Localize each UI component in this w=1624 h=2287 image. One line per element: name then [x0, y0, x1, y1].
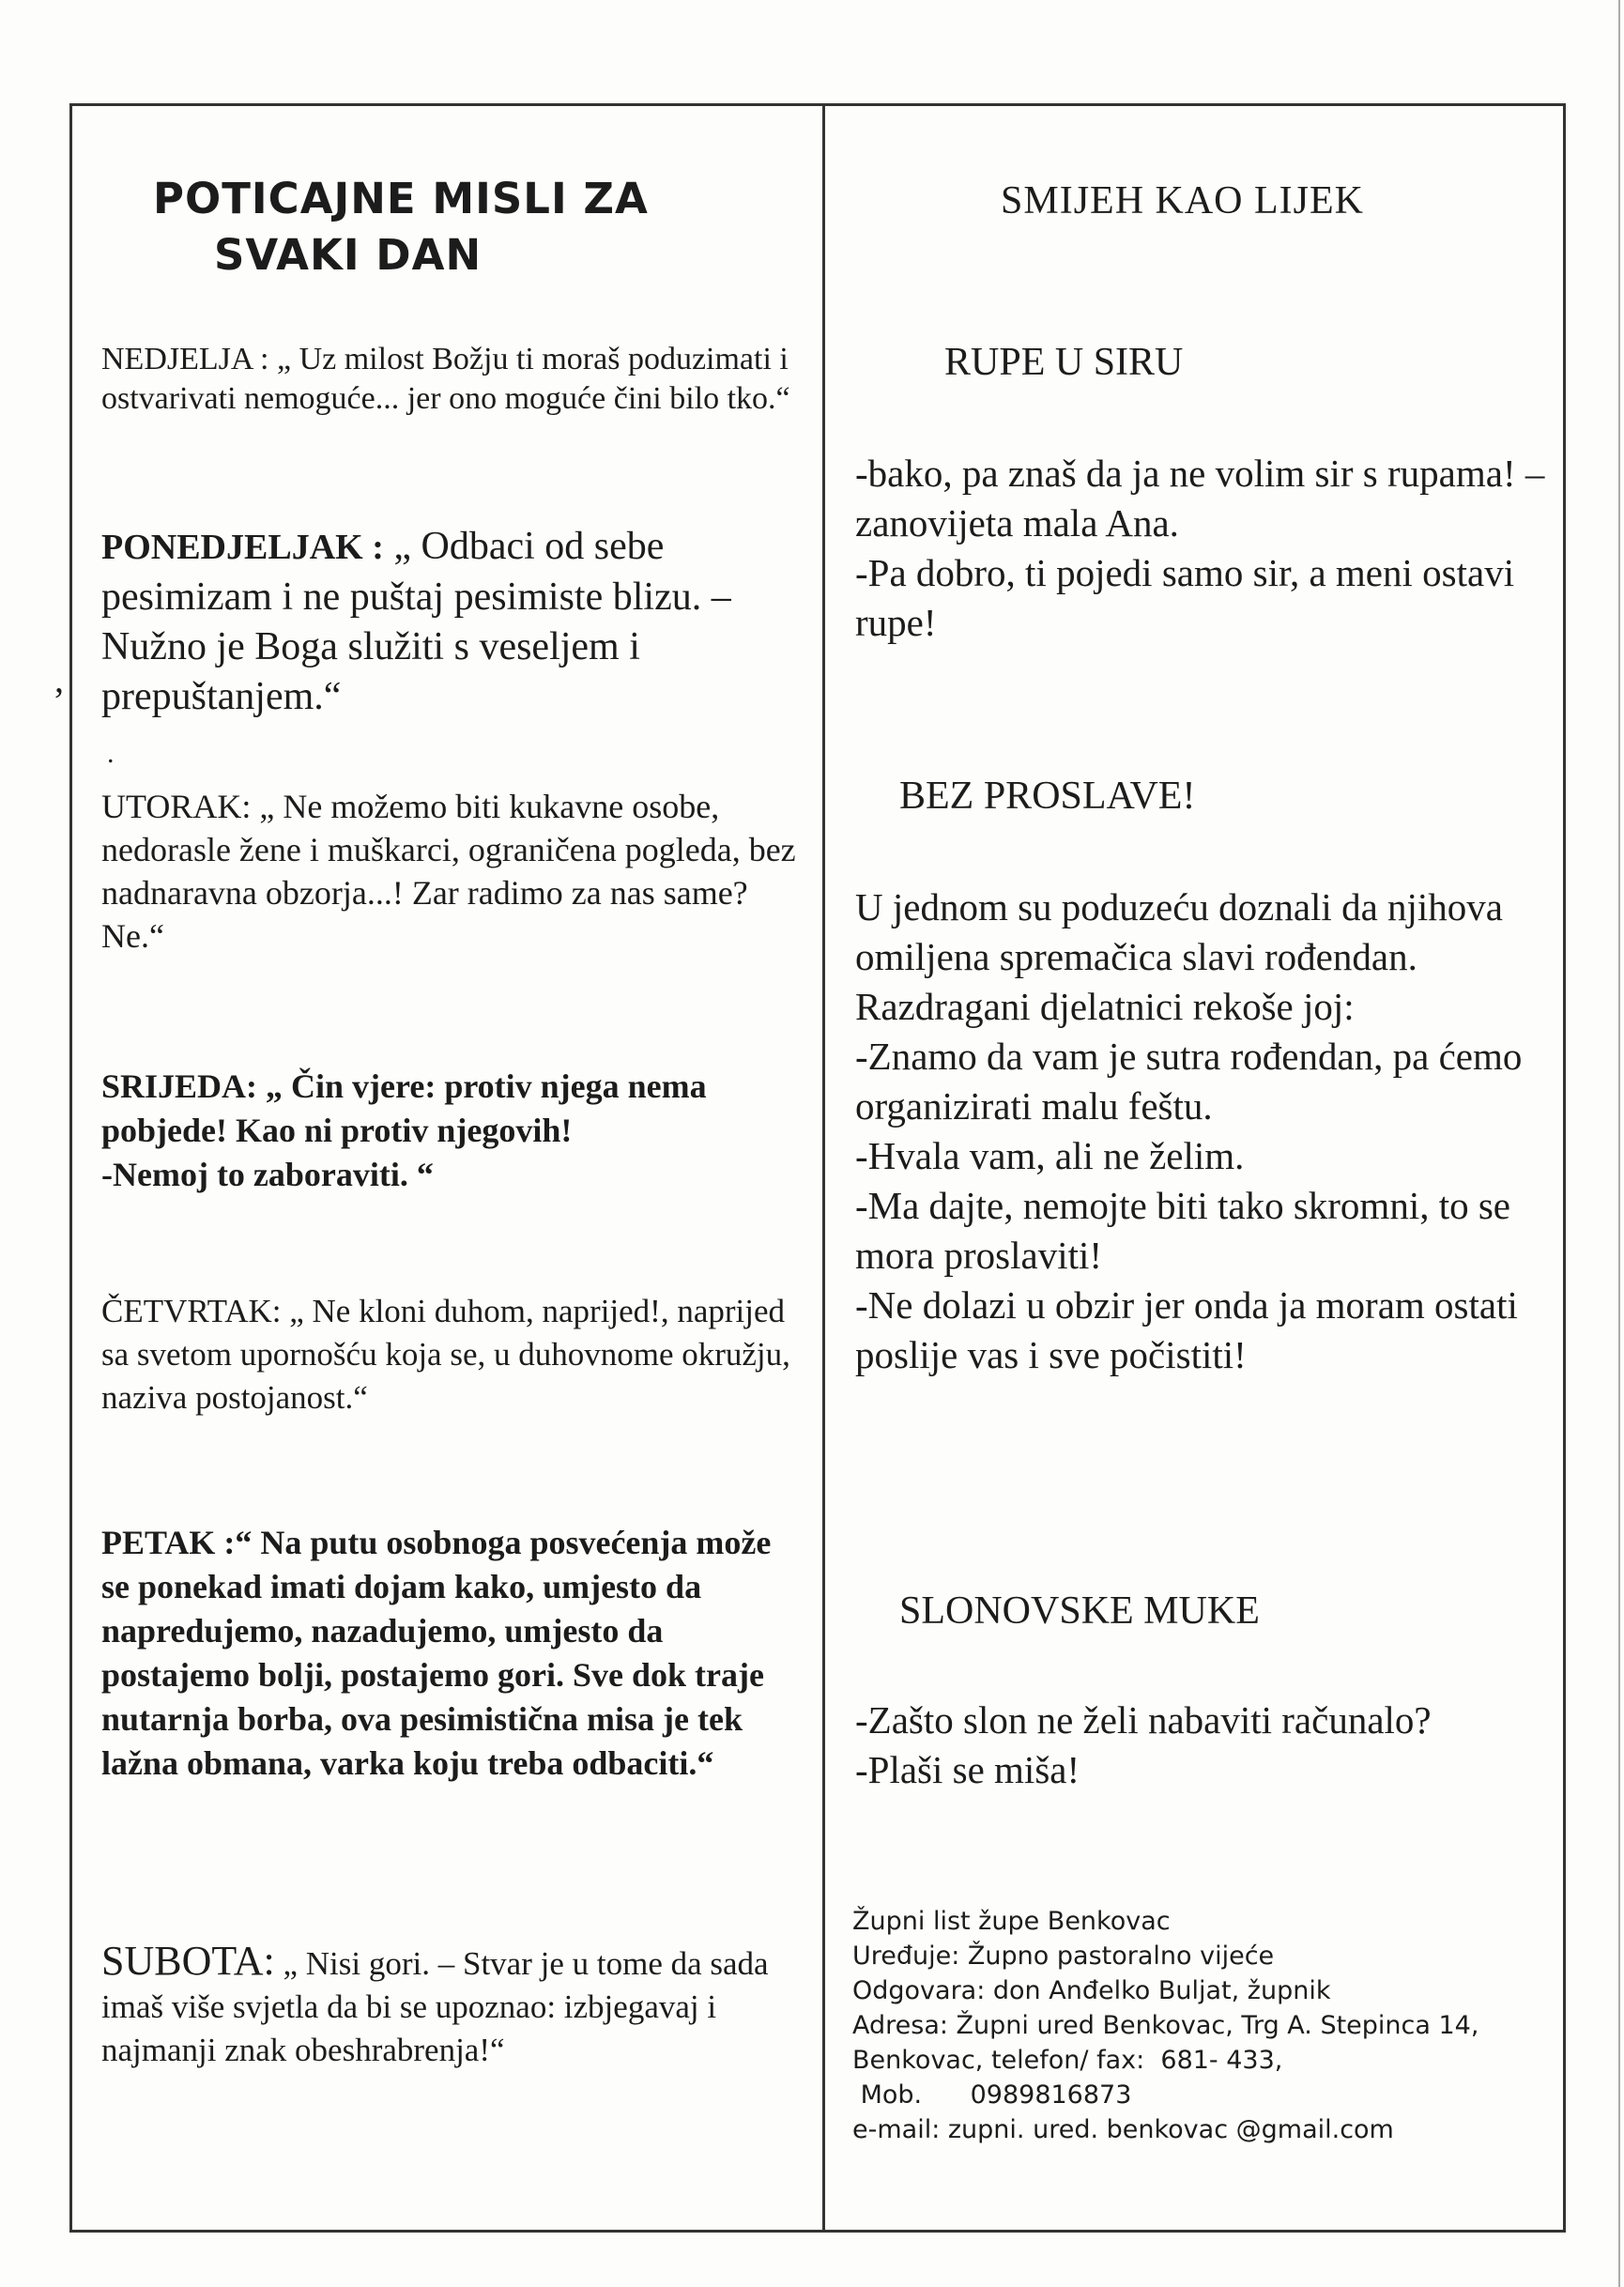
stray-dot: . — [107, 738, 115, 769]
entry-day: SUBOTA: — [101, 1938, 275, 1984]
joke-line: -Zašto slon ne želi nabaviti računalo? — [855, 1698, 1432, 1742]
joke-line: -Pa dobro, ti pojedi samo sir, a meni ostavi rupe! — [855, 551, 1515, 644]
entry-text: „ Uz milost Božju ti moraš poduzimati i ostvarivati nemoguće... jer ono moguće čini bilo tko.“ — [101, 342, 790, 416]
scan-edge-line — [1618, 0, 1620, 2287]
footer-line: Benkovac, telefon/ fax: 681- 433, — [852, 2046, 1283, 2075]
joke-body-rupe-u-siru — [855, 449, 1550, 648]
right-column-title: SMIJEH KAO LIJEK — [1001, 179, 1364, 223]
joke-title-slonovske-muke: SLONOVSKE MUKE — [899, 1589, 1260, 1633]
entry-text: „ Nisi gori. – Stvar je u tome da sada imaš više svjetla da bi se upoznao: izbjegavaj i najmanji znak obeshrabrenja!“ — [101, 1945, 769, 2068]
entry-utorak — [101, 785, 796, 958]
joke-line: -bako, pa znaš da ja ne volim sir s rupama! – zanovijeta mala Ana. — [855, 452, 1545, 545]
joke-line: U jednom su poduzeću doznali da njihova omiljena spremačica slavi rođendan. Razdragani djelatnici rekoše joj: — [855, 885, 1503, 1028]
joke-title-bez-proslave: BEZ PROSLAVE! — [899, 775, 1196, 818]
stray-mark: , — [54, 658, 64, 700]
joke-body-slonovske-muke — [855, 1696, 1550, 1795]
entry-subota — [101, 1940, 796, 2072]
footer-line: Adresa: Župni ured Benkovac, Trg A. Stepinca 14, — [852, 2011, 1479, 2040]
joke-line: -Hvala vam, ali ne želim. — [855, 1134, 1245, 1177]
footer-line: Mob. 0989816873 — [852, 2080, 1132, 2110]
left-column-title — [153, 171, 735, 284]
entry-srijeda — [101, 1065, 796, 1197]
entry-cetvrtak — [101, 1290, 796, 1420]
entry-nedjelja — [101, 340, 796, 419]
entry-day: ČETVRTAK: — [101, 1293, 282, 1329]
title-line-1: POTICAJNE MISLI ZA — [153, 174, 649, 223]
entry-petak — [101, 1521, 796, 1786]
joke-line: -Znamo da vam je sutra rođendan, pa ćemo organizirati malu feštu. — [855, 1035, 1523, 1128]
joke-line: -Plaši se miša! — [855, 1748, 1080, 1791]
joke-line: -Ma dajte, nemojte biti tako skromni, to se mora proslaviti! — [855, 1184, 1511, 1277]
entry-text: „ Ne možemo biti kukavne osobe, nedorasle žene i muškarci, ograničena pogleda, bez nadnaravna obzorja...! Zar radimo za nas same? Ne.“ — [101, 788, 796, 955]
entry-text-2: -Nemoj to zaboraviti. “ — [101, 1156, 434, 1193]
entry-text: „ Čin vjere: protiv njega nema pobjede! Kao ni protiv njegovih! — [101, 1067, 707, 1149]
entry-day: SRIJEDA: — [101, 1067, 258, 1105]
footer-line: Župni list župe Benkovac — [852, 1907, 1171, 1936]
entry-day: PONEDJELJAK : — [101, 528, 384, 567]
entry-text: „ Ne kloni duhom, naprijed!, naprijed sa svetom upornošću koja se, u duhovnome okružju, naziva postojanost.“ — [101, 1293, 790, 1416]
footer-line: Uređuje: Župno pastoralno vijeće — [852, 1942, 1275, 1971]
parish-footer — [852, 1904, 1547, 2147]
entry-text: “ Na putu osobnoga posvećenja može se ponekad imati dojam kako, umjesto da napredujemo, nazadujemo, umjesto da postajemo bolji, postajemo gori. Sve dok traje nutarnja borba, ova pesimistična misa je tek lažna obmana, varka koju treba odbaciti.“ — [101, 1524, 772, 1782]
footer-line: Odgovara: don Anđelko Buljat, župnik — [852, 1976, 1331, 2005]
title-line-2: SVAKI DAN — [214, 230, 483, 280]
entry-day: PETAK : — [101, 1524, 236, 1561]
joke-body-bez-proslave — [855, 883, 1550, 1380]
entry-ponedjeljak — [101, 522, 796, 722]
footer-line: e-mail: zupni. ured. benkovac @gmail.com — [852, 2115, 1394, 2144]
entry-day: UTORAK: — [101, 788, 252, 825]
entry-text: „ Odbaci od sebe pesimizam i ne puštaj pesimiste blizu. – Nužno je Boga služiti s veseljem i prepuštanjem.“ — [101, 525, 731, 718]
joke-line: -Ne dolazi u obzir jer onda ja moram ostati poslije vas i sve počistiti! — [855, 1283, 1518, 1376]
joke-title-rupe-u-siru: RUPE U SIRU — [944, 341, 1184, 384]
column-divider — [822, 103, 825, 2233]
entry-day: NEDJELJA : — [101, 342, 269, 376]
